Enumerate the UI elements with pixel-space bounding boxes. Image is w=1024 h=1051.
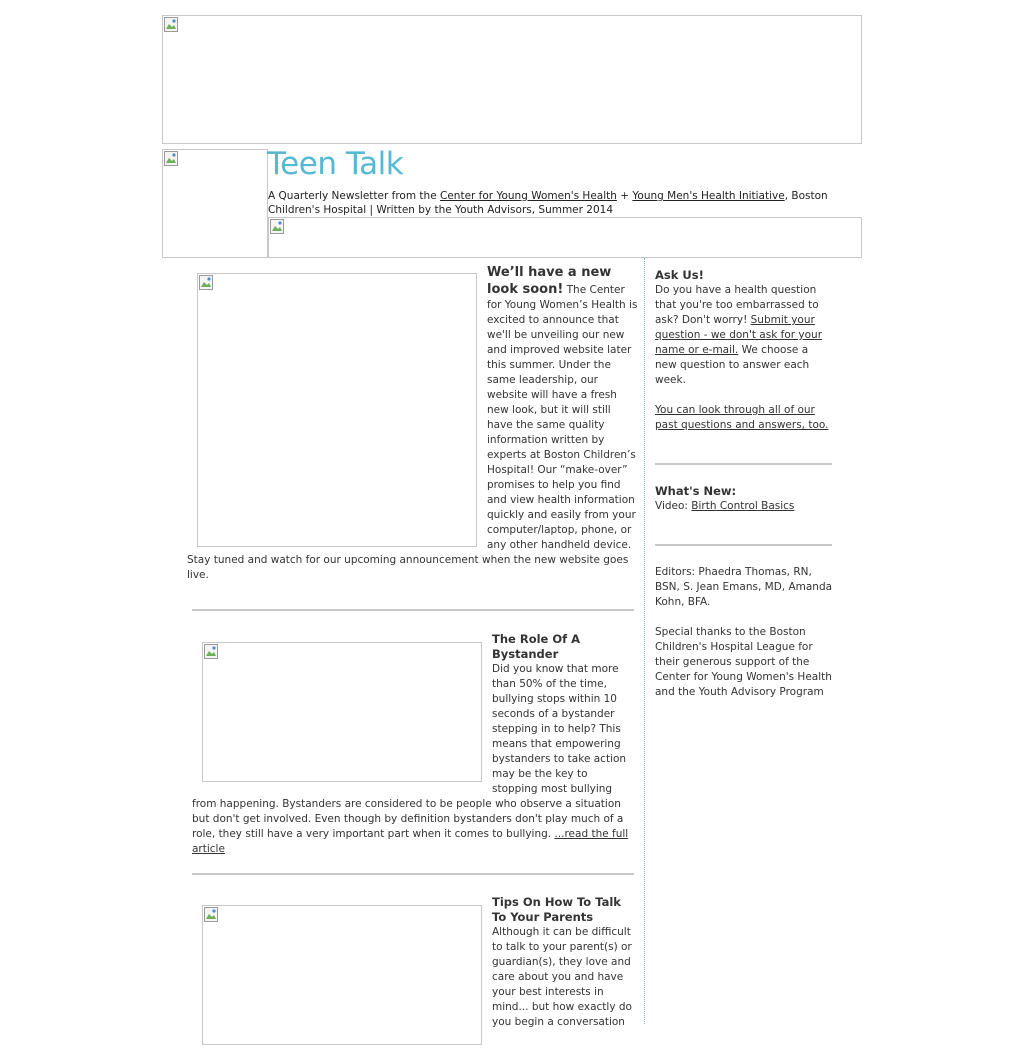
article-3-heading: Tips On How To Talk To Your Parents <box>492 895 621 924</box>
broken-image-icon <box>204 644 218 659</box>
column-separator <box>644 258 645 1024</box>
sidebar-divider <box>655 463 832 465</box>
article-new-look <box>187 264 639 583</box>
article-divider <box>192 873 634 875</box>
article-2-image <box>202 642 482 782</box>
subtitle-prefix: A Quarterly Newsletter from the <box>268 190 440 202</box>
editors-credit: Editors: Phaedra Thomas, RN, BSN, S. Jean Emans, MD, Amanda Kohn, BFA. <box>655 566 833 608</box>
broken-image-icon <box>164 17 178 32</box>
broken-image-icon <box>164 151 178 166</box>
sidebar-divider <box>655 544 832 546</box>
subtitle-suffix: , Boston Children's Hospital | Written by the Youth Advisors, Summer 2014 <box>268 190 828 216</box>
article-3-image <box>202 905 482 1045</box>
ask-us-text <box>655 283 833 388</box>
ask-us-outro: We choose a new question to answer each week. <box>655 344 810 386</box>
logo-image <box>162 149 268 258</box>
article-1-body: The Center for Young Women’s Health is excited to announce that we'll be unveiling our new and improved website later this summer. Under the same leadership, our website will have a fresh new look, but it will still have the same quality information written by experts at Boston Children’s Hospital! Our “make-over” promises to help you find and view health information quickly and easily from your computer/laptop, phone, or any other handheld device. Stay tuned and watch for our upcoming announcement when the new website goes live. <box>187 284 638 581</box>
article-bystander <box>192 632 634 857</box>
past-questions-link[interactable]: You can look through all of our past questions and answers, too. <box>655 404 829 431</box>
submit-question-link[interactable]: Submit your question - we don't ask for your name or e-mail. <box>655 314 823 356</box>
broken-image-icon <box>204 907 218 922</box>
sidebar <box>655 268 833 700</box>
header-banner-image <box>162 15 862 144</box>
cywh-link[interactable]: Center for Young Women's Health <box>440 190 617 202</box>
ymhi-link[interactable]: Young Men's Health Initiative <box>632 190 785 202</box>
ask-us-heading: Ask Us! <box>655 268 704 282</box>
broken-image-icon <box>199 275 213 290</box>
subtitle-plus: + <box>616 190 633 202</box>
birth-control-video-link[interactable]: Birth Control Basics <box>691 500 795 512</box>
newsletter-subtitle <box>268 189 828 217</box>
whats-new-prefix: Video: <box>655 500 692 512</box>
read-full-article-link[interactable]: ...read the full article <box>192 828 629 855</box>
article-2-heading: The Role Of A Bystander <box>492 632 581 661</box>
article-talk-to-parents <box>192 895 634 1051</box>
article-2-body: Did you know that more than 50% of the time, bullying stops within 10 seconds of a bystander stepping in to help? This means that empowering bystanders to take action may be the key to stopping most bullying from happening. Bystanders are considered to be people who observe a situation but don't get involved. Even though by definition bystanders don't play much of a role, they still have a very important part when it comes to bullying. <box>192 663 627 840</box>
article-divider <box>192 609 634 611</box>
whats-new-heading: What's New: <box>655 484 737 498</box>
article-1-heading: We’ll have a new look soon! <box>487 265 612 297</box>
whats-new-item <box>655 499 833 514</box>
article-3-body: Although it can be difficult to talk to your parent(s) or guardian(s), they love and care about you and have your best interests in mind... but how exactly do you begin a conversation <box>492 926 632 1028</box>
ask-us-intro: Do you have a health question that you're too embarrassed to ask? Don't worry! <box>655 284 819 326</box>
header-strip-image <box>268 217 862 258</box>
article-1-image <box>197 273 477 547</box>
special-thanks: Special thanks to the Boston Children's Hospital League for their generous support of the Center for Young Women's Health and the Youth Advisory Program <box>655 626 832 698</box>
broken-image-icon <box>270 219 284 234</box>
newsletter-title: Teen Talk <box>267 146 404 182</box>
